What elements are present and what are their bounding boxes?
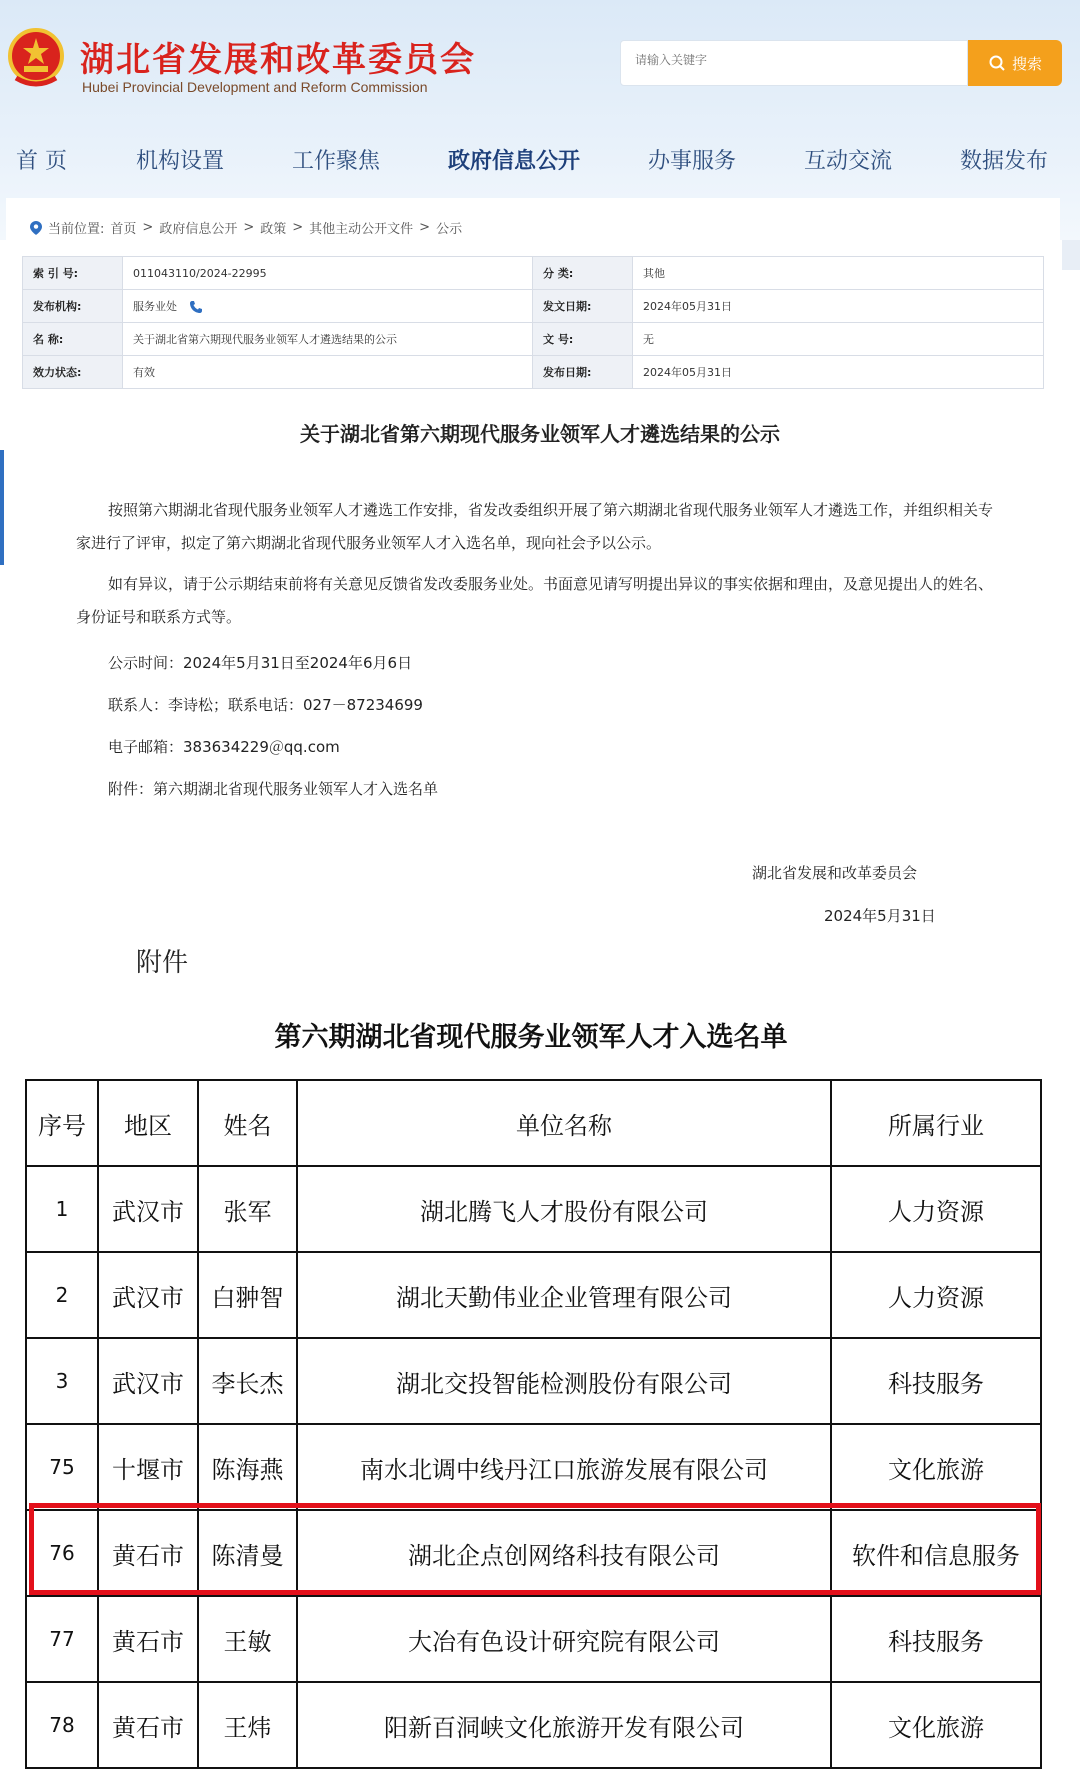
meta-issue-date-value: 2024年05月31日: [633, 290, 1044, 323]
breadcrumb-sep: >: [419, 220, 431, 235]
nav-work-focus[interactable]: 工作聚焦: [292, 149, 381, 174]
breadcrumb-gov-info[interactable]: 政府信息公开: [159, 222, 238, 237]
cell-industry: 文化旅游: [831, 1682, 1041, 1768]
cell-company: 湖北企点创网络科技有限公司: [297, 1510, 831, 1596]
cell-industry: 科技服务: [831, 1338, 1041, 1424]
table-row: [26, 1424, 1041, 1510]
meta-doc-no-value: 无: [633, 323, 1044, 356]
meta-issue-date-label: 发文日期:: [533, 290, 633, 323]
meta-publisher-label: 发布机构:: [23, 290, 123, 323]
table-row: [26, 1682, 1041, 1768]
search-button[interactable]: [968, 40, 1062, 86]
col-header-industry: 所属行业: [831, 1080, 1041, 1166]
national-emblem-icon: [6, 26, 66, 90]
table-row: [26, 1166, 1041, 1252]
cell-industry: 人力资源: [831, 1252, 1041, 1338]
left-accent-bar: [0, 450, 4, 565]
col-header-region: 地区: [98, 1080, 198, 1166]
cell-index: 77: [26, 1596, 98, 1682]
meta-category-label: 分 类:: [533, 257, 633, 290]
attachment-link[interactable]: 附件：第六期湖北省现代服务业领军人才入选名单: [108, 780, 439, 798]
meta-name-value: 关于湖北省第六期现代服务业领军人才遴选结果的公示: [123, 323, 533, 356]
cell-index: 78: [26, 1682, 98, 1768]
cell-name: 白翀智: [198, 1252, 297, 1338]
meta-category-value: 其他: [633, 257, 1044, 290]
search-icon: [988, 54, 1006, 72]
breadcrumb-home[interactable]: 首页: [110, 222, 137, 237]
site-subtitle: Hubei Provincial Development and Reform Commission: [82, 79, 428, 95]
cell-region: 黄石市: [98, 1510, 198, 1596]
location-pin-icon: [30, 221, 42, 235]
cell-index: 1: [26, 1166, 98, 1252]
cell-industry: 人力资源: [831, 1166, 1041, 1252]
scrollbar-stub[interactable]: [1062, 240, 1080, 270]
notice-period: 公示时间：2024年5月31日至2024年6月6日: [108, 654, 413, 672]
meta-publish-date-value: 2024年05月31日: [633, 356, 1044, 389]
cell-name: 陈海燕: [198, 1424, 297, 1510]
main-nav: [0, 144, 1080, 184]
cell-company: 大冶有色设计研究院有限公司: [297, 1596, 831, 1682]
contact-info: 联系人：李诗松；联系电话：027－87234699: [108, 696, 423, 714]
cell-name: 王敏: [198, 1596, 297, 1682]
breadcrumb: [30, 218, 462, 237]
nav-interaction[interactable]: 互动交流: [804, 149, 893, 174]
table-row-highlighted: [26, 1510, 1041, 1596]
meta-index-value: 011043110/2024-22995: [123, 257, 533, 290]
nav-services[interactable]: 办事服务: [648, 149, 737, 174]
cell-company: 湖北天勤伟业企业管理有限公司: [297, 1252, 831, 1338]
table-row: [26, 1596, 1041, 1682]
breadcrumb-prefix: 当前位置:: [48, 222, 105, 237]
meta-doc-no-label: 文 号:: [533, 323, 633, 356]
nav-data[interactable]: 数据发布: [960, 149, 1049, 174]
breadcrumb-notice[interactable]: 公示: [436, 222, 463, 237]
cell-company: 湖北交投智能检测股份有限公司: [297, 1338, 831, 1424]
talent-list-table: [25, 1079, 1042, 1769]
cell-name: 陈清曼: [198, 1510, 297, 1596]
col-header-company: 单位名称: [297, 1080, 831, 1166]
meta-publish-date-label: 发布日期:: [533, 356, 633, 389]
cell-index: 75: [26, 1424, 98, 1510]
attachment-label: 附件: [136, 948, 189, 978]
cell-company: 湖北腾飞人才股份有限公司: [297, 1166, 831, 1252]
document-paragraph-2: 如有异议，请于公示期结束前将有关意见反馈省发改委服务业处。书面意见请写明提出异议的事实依据和理由，及意见提出人的姓名、身份证号和联系方式等。: [76, 575, 994, 626]
meta-publisher-value: 服务业处: [133, 300, 177, 313]
cell-name: 李长杰: [198, 1338, 297, 1424]
cell-index: 2: [26, 1252, 98, 1338]
cell-industry: 文化旅游: [831, 1424, 1041, 1510]
breadcrumb-sep: >: [243, 220, 255, 235]
breadcrumb-other-docs[interactable]: 其他主动公开文件: [309, 222, 414, 237]
phone-icon[interactable]: [189, 300, 203, 314]
signature-org: 湖北省发展和改革委员会: [752, 864, 918, 882]
meta-status-label: 效力状态:: [23, 356, 123, 389]
site-title[interactable]: 湖北省发展和改革委员会: [80, 40, 476, 80]
document-meta-table: [22, 256, 1044, 389]
cell-name: 张军: [198, 1166, 297, 1252]
meta-publisher-cell: [123, 290, 533, 323]
search-button-label: 搜索: [1011, 54, 1042, 73]
cell-region: 武汉市: [98, 1166, 198, 1252]
col-header-name: 姓名: [198, 1080, 297, 1166]
cell-index: 76: [26, 1510, 98, 1596]
col-header-index: 序号: [26, 1080, 98, 1166]
breadcrumb-sep: >: [292, 220, 304, 235]
document-title: 关于湖北省第六期现代服务业领军人才遴选结果的公示: [300, 422, 780, 446]
meta-status-value: 有效: [123, 356, 533, 389]
cell-name: 王炜: [198, 1682, 297, 1768]
cell-region: 武汉市: [98, 1252, 198, 1338]
meta-name-label: 名 称:: [23, 323, 123, 356]
cell-index: 3: [26, 1338, 98, 1424]
breadcrumb-sep: >: [142, 220, 154, 235]
cell-industry: 软件和信息服务: [831, 1510, 1041, 1596]
cell-company: 南水北调中线丹江口旅游发展有限公司: [297, 1424, 831, 1510]
table-row: [26, 1338, 1041, 1424]
nav-gov-info[interactable]: 政府信息公开: [448, 149, 581, 174]
cell-region: 十堰市: [98, 1424, 198, 1510]
nav-organization[interactable]: 机构设置: [136, 149, 225, 174]
cell-region: 黄石市: [98, 1596, 198, 1682]
cell-company: 阳新百洞峡文化旅游开发有限公司: [297, 1682, 831, 1768]
nav-home[interactable]: 首 页: [16, 149, 67, 174]
cell-industry: 科技服务: [831, 1596, 1041, 1682]
attachment-title: 第六期湖北省现代服务业领军人才入选名单: [274, 1022, 788, 1053]
cell-region: 武汉市: [98, 1338, 198, 1424]
table-row: [26, 1252, 1041, 1338]
email-info: 电子邮箱：383634229＠qq.com: [108, 738, 340, 756]
cell-region: 黄石市: [98, 1682, 198, 1768]
search-box[interactable]: [620, 40, 968, 86]
signature-date: 2024年5月31日: [824, 907, 936, 925]
table-header-row: [26, 1080, 1041, 1166]
breadcrumb-policy[interactable]: 政策: [260, 222, 287, 237]
meta-index-label: 索 引 号:: [23, 257, 123, 290]
search-input[interactable]: [635, 53, 955, 67]
document-paragraph-1: 按照第六期湖北省现代服务业领军人才遴选工作安排，省发改委组织开展了第六期湖北省现代服务业领军人才遴选工作，并组织相关专家进行了评审，拟定了第六期湖北省现代服务业领军人才入选名单，现向社会予以公示。: [76, 501, 994, 552]
